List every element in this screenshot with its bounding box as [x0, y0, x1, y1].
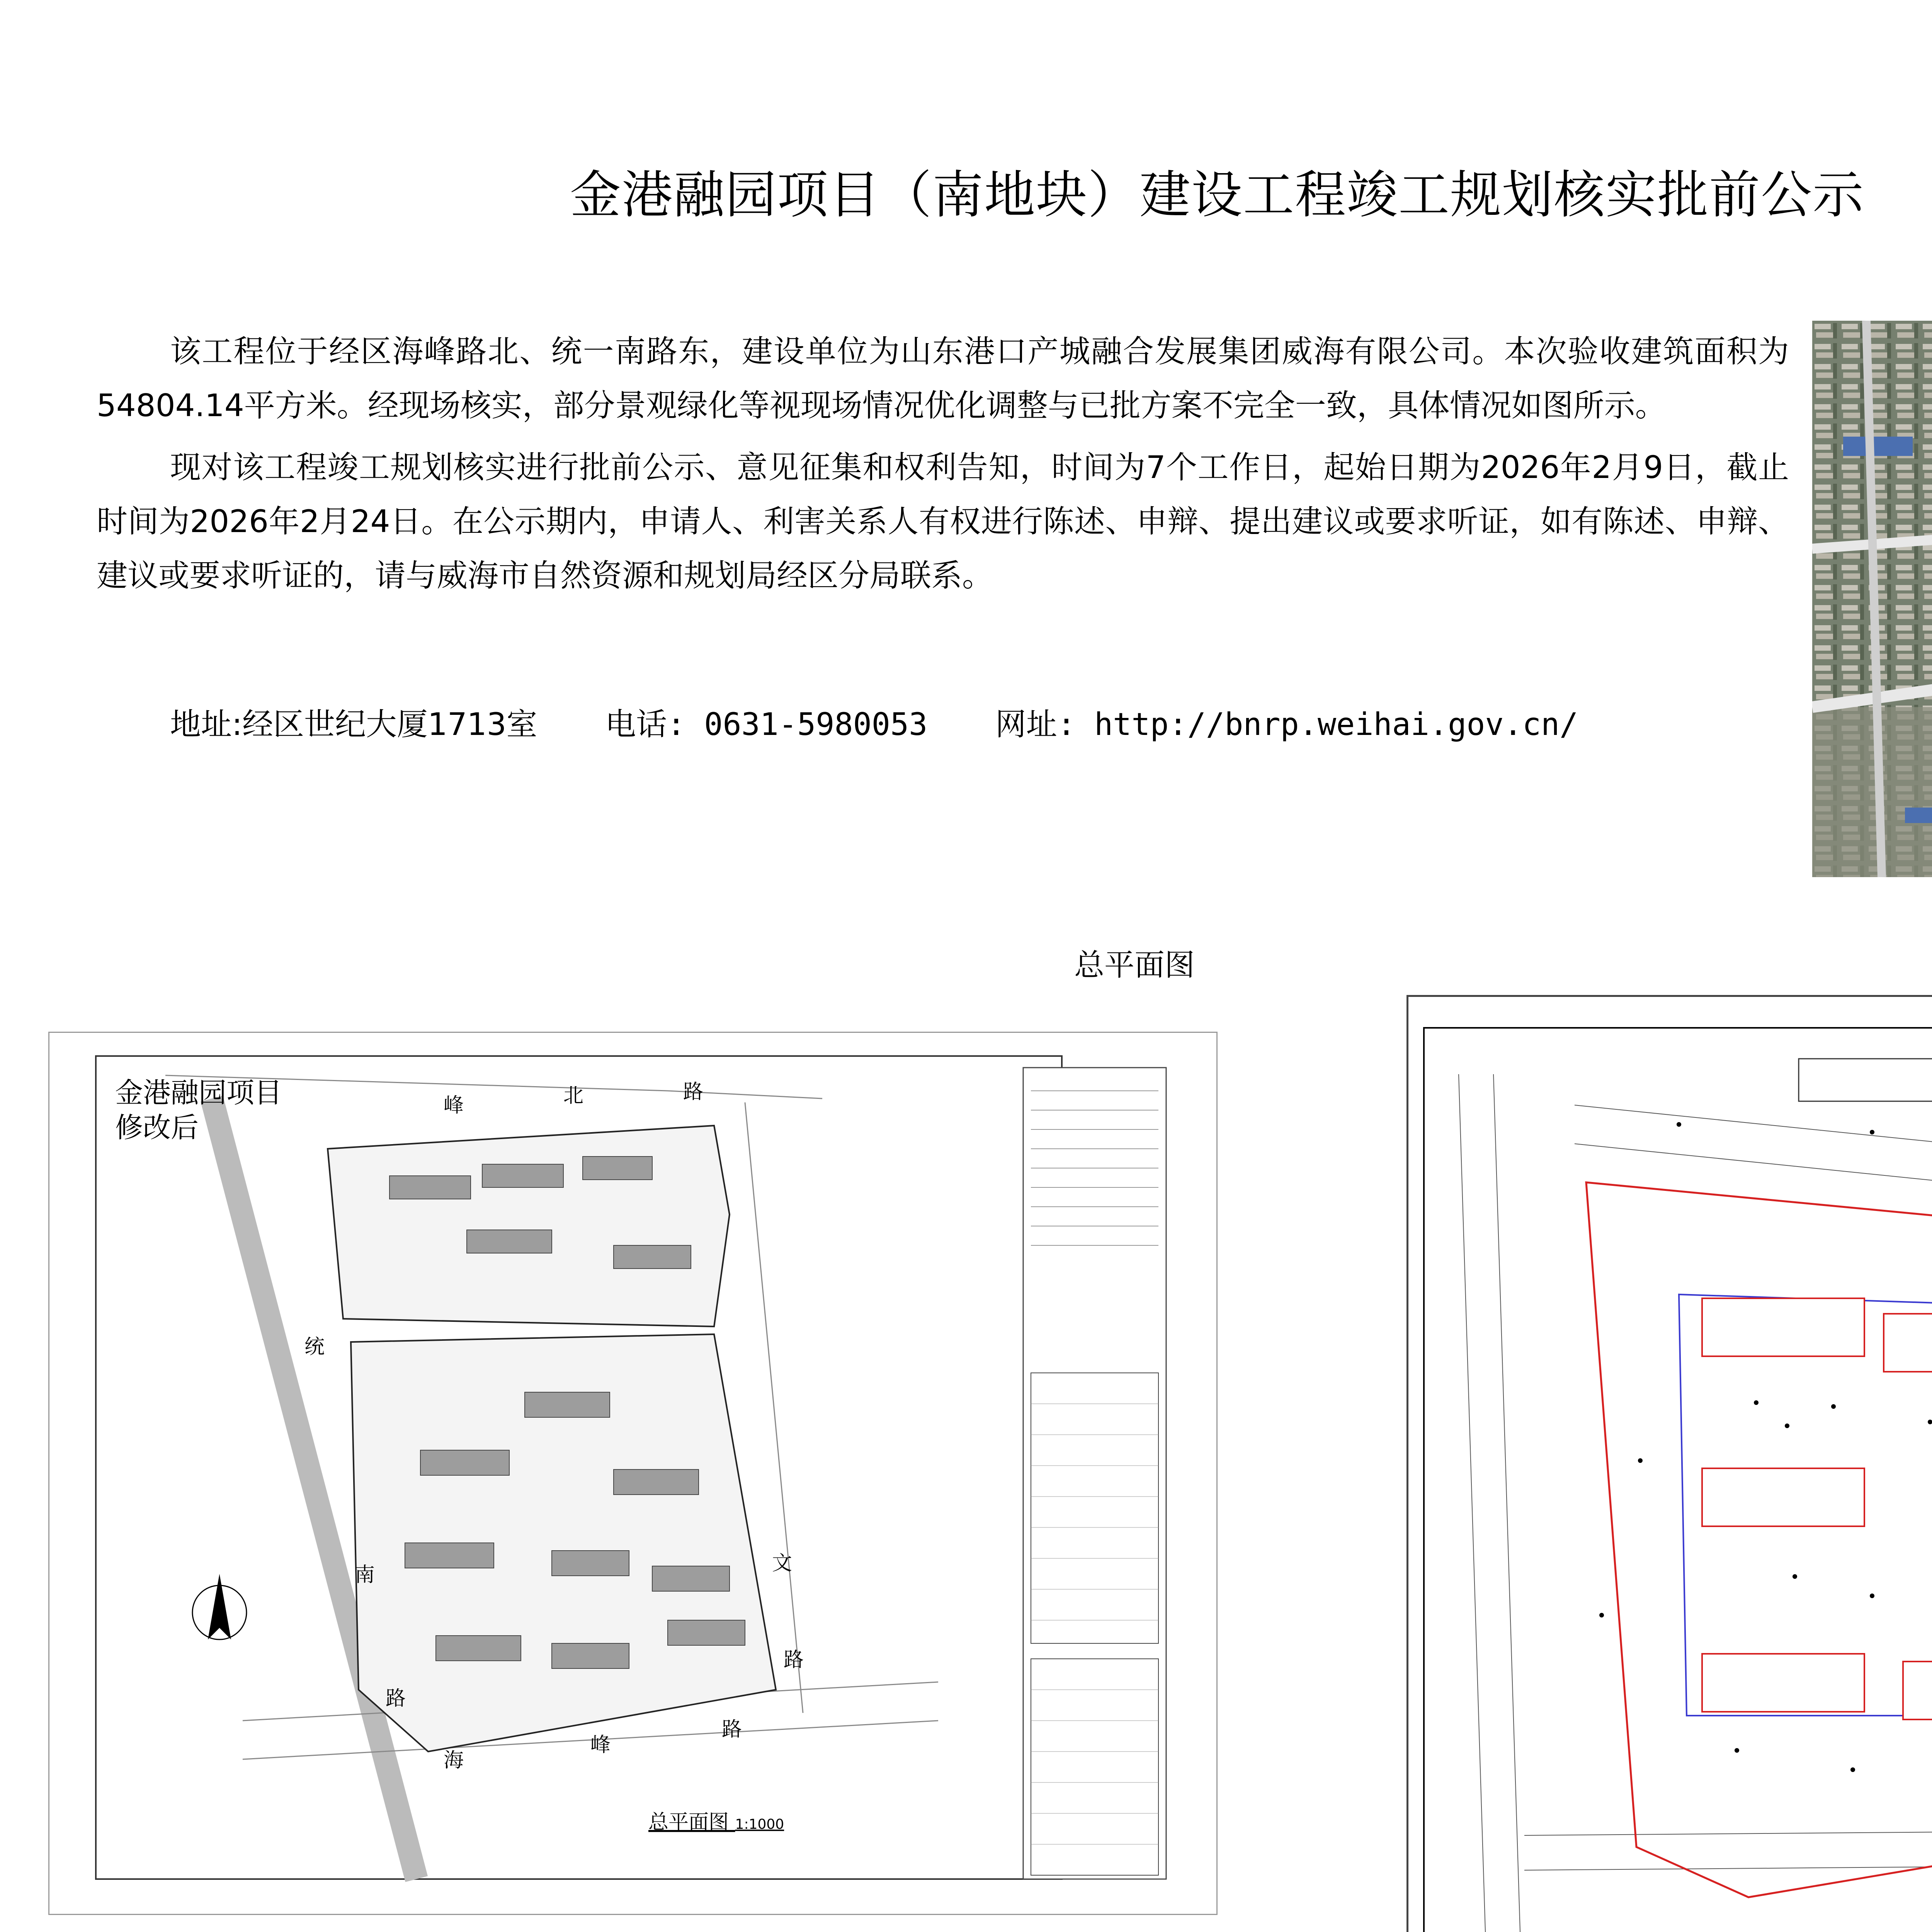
street-north-3: 路 [683, 1080, 704, 1104]
site-plan-drawing [48, 1032, 1218, 1915]
street-east-1: 文 [772, 1552, 793, 1575]
north-arrow-icon [192, 1574, 247, 1639]
page-title: 金港融园项目（南地块）建设工程竣工规划核实批前公示 [570, 165, 1864, 225]
intro-paragraph-1: 该工程位于经区海峰路北、统一南路东，建设单位为山东港口产城融合发展集团威海有限公司。本次验收建筑面积为54804.14平方米。经现场核实，部分景观绿化等视现场情况优化调整与已批方案不完全一致，具体情况如图所示。 [97, 333, 1789, 423]
contact-phone: 电话: 0631-5980053 [605, 706, 928, 742]
contact-address: 地址:经区世纪大厦1713室 [170, 706, 537, 742]
site-plan-project-name: 金港融园项目 [115, 1077, 282, 1109]
street-south-3: 路 [722, 1718, 742, 1741]
location-map [1812, 321, 1932, 877]
site-plan-caption: 总平面图 [1074, 948, 1195, 983]
street-west-3: 路 [386, 1687, 406, 1710]
location-map-image [1812, 321, 1932, 877]
contact-website[interactable]: 网址: http://bnrp.weihai.gov.cn/ [995, 706, 1578, 742]
contact-line [170, 703, 1636, 746]
as-built-image [1408, 997, 1932, 1932]
street-south-2: 峰 [590, 1733, 611, 1757]
street-east-2: 路 [784, 1648, 804, 1672]
site-plan-subtitle: 修改后 [115, 1111, 199, 1144]
intro-text [97, 325, 1789, 611]
intro-paragraph-2: 现对该工程竣工规划核实进行批前公示、意见征集和权利告知，时间为7个工作日，起始日期为2026年2月9日，截止时间为2026年2月24日。在公示期内，申请人、利害关系人有权进行陈述、申辩、提出建议或要求听证，如有陈述、申辩、建议或要求听证的，请与威海市自然资源和规划局经区分局联系。 [97, 449, 1789, 594]
street-north-2: 北 [563, 1084, 584, 1107]
street-west-2: 南 [355, 1563, 375, 1587]
street-west-1: 统 [304, 1335, 325, 1359]
street-south-1: 海 [444, 1749, 464, 1772]
as-built-drawing [1406, 995, 1932, 1932]
site-plan-drawing-title: 总平面图 1:1000 [648, 1811, 784, 1834]
street-north-1: 峰 [444, 1094, 464, 1117]
site-plan-image [49, 1033, 1216, 1914]
